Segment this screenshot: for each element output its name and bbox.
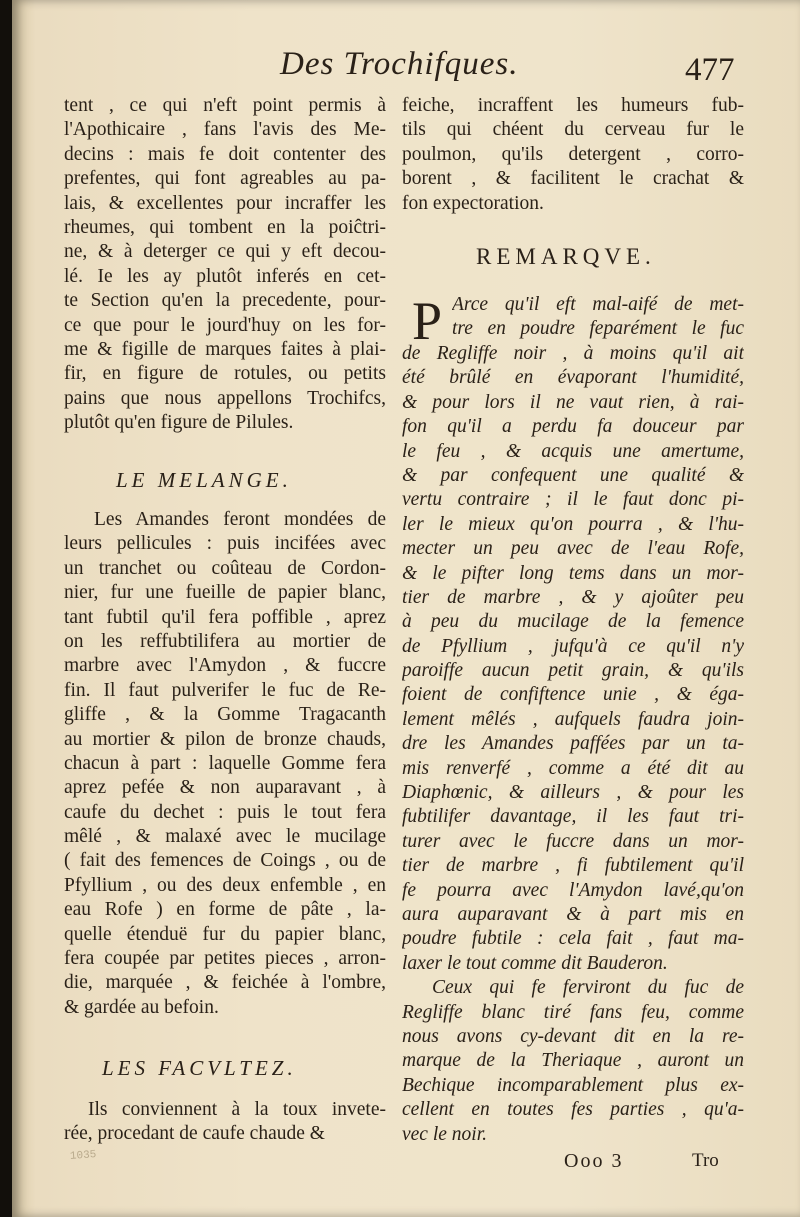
text-line: eau Rofe ) en forme de pâte , la- [64,899,386,921]
text-line: à peu du mucilage de la femence [402,611,744,633]
text-line: fera coupée par petites pieces , arron- [64,948,386,970]
text-line: été brûlé en évaporant l'humidité, [402,367,744,389]
text-line: Les Amandes feront mondées de [94,509,386,530]
text-line: Ceux qui fe ferviront du fuc de [432,977,744,999]
text-line: fin. Il faut pulverifer le fuc de Re- [64,679,386,701]
text-line: paroiffe aucun petit grain, & qu'ils [402,660,744,682]
left-column [64,94,386,435]
text-line: tils qui chéent du cerveau fur le [402,119,744,141]
text-line: rheumes, qui tombent en la poiĉtri- [64,216,386,238]
text-line: le feu , & acquis une amertume, [402,440,744,462]
text-line: borent , & facilitent le crachat & [402,168,744,190]
right-final-paragraph [402,976,744,1147]
left-paragraph-1 [64,94,386,435]
text-line: & pour lors il ne vaut rien, à rai- [402,391,744,413]
text-line: mecter un peu avec de l'eau Rofe, [402,538,744,560]
left-paragraph-2 [64,508,386,1020]
heading-remarque: REMARQVE. [476,244,656,269]
text-line: tier de marbre , & y ajoûter peu [402,586,744,608]
remarque-body [402,342,744,1147]
remarque-first-lines [452,293,744,342]
text-line: fubtilifer davantage, il les faut tri- [402,806,744,828]
text-line: ler le mieux qu'on pourra , & l'hu- [402,513,744,535]
text-line: lement mêlés , aufquels faudra join- [402,708,744,730]
text-line: poudre fubtile : cela fait , faut ma- [402,928,744,950]
text-line: poulmon, qu'ils detergent , corro- [402,143,744,165]
text-line: fon expectoration. [402,192,544,214]
text-line: plutôt qu'en figure de Pilules. [64,412,294,434]
text-line: de Pfyllium , jufqu'à ce qu'il n'y [402,635,744,657]
text-line: nier, fur une fueille de papier blanc, [64,582,386,604]
text-line: pains que nous appellons Trochifcs, [64,387,386,409]
text-line: ce que pour le jourd'huy on les for- [64,314,386,336]
text-line: quelle étenduë fur du papier blanc, [64,923,386,945]
text-line: foient de confiftence unie , & éga- [402,684,744,706]
text-line: laxer le tout comme dit Bauderon. [402,952,668,974]
left-column-facultez [64,1098,386,1147]
text-line: decins : mais fe doit contenter des [64,143,386,165]
page-number: 477 [685,52,735,88]
text-line: Diaphœnic, & ailleurs , & pour les [402,782,744,804]
text-line: ( fait des femences de Coings , ou de [64,850,386,872]
text-line: fon qu'il a perdu fa douceur par [402,416,744,438]
drop-cap-letter: P [412,291,443,351]
text-line: l'Apothicaire , fans l'avis des Me- [64,119,386,141]
text-line: tant fubtil qu'il fera poffible , aprez [64,606,386,628]
remarque-body-lines [402,342,744,976]
text-line: me & figille de marques faites à plai- [64,338,386,360]
text-line: tre en poudre feparément le fuc [452,318,744,340]
text-line: turer avec le fuccre dans un mor- [402,830,744,852]
text-line: tier de marbre , fi fubtilement qu'il [402,855,744,877]
text-line: marque de la Theriaque , auront un [402,1050,744,1072]
text-line: vertu contraire ; il le faut donc pi- [402,489,744,511]
book-page [12,0,800,1217]
text-line: feiche, incraffent les humeurs fub- [402,95,744,116]
text-line: rée, procedant de caufe chaude & [64,1123,325,1145]
text-line: aprez pefée & non auparavant , à [64,777,386,799]
text-line: fe pourra avec l'Amydon lavé,qu'on [402,879,744,901]
book-spine-shadow [0,0,12,1217]
text-line: Arce qu'il eft mal-aifé de met- [452,294,744,315]
text-line: die, marquée , & feichée à l'ombre, [64,972,386,994]
library-stamp: 1035 [69,1149,97,1163]
text-line: dre les Amandes paffées par un ta- [402,733,744,755]
text-line: nous avons cy-devant dit en la re- [402,1025,744,1047]
text-line: fir, en figure de rotules, ou petits [64,363,386,385]
signature-mark: Ooo 3 [564,1150,624,1172]
text-line: vec le noir. [402,1123,488,1145]
text-line: te Section qu'en la precedente, pour- [64,290,386,312]
text-line: ne, & à deterger ce qui y eft decou- [64,241,386,263]
left-paragraph-3 [64,1098,386,1147]
text-line: tent , ce qui n'eft point permis à [64,95,386,116]
text-line: Bechique incomparablement plus ex- [402,1074,744,1096]
text-line: prefentes, qui font agreables au pa- [64,168,386,190]
text-line: gliffe , & la Gomme Tragacanth [64,704,386,726]
text-line: lais, & excellentes pour incraffer les [64,192,386,214]
text-line: mêlé , & malaxé avec le mucilage [64,826,386,848]
text-line: & le pifter long tems dans un mor- [402,562,744,584]
running-header-title: Des Trochifques. [280,46,519,82]
right-paragraph-1 [402,94,744,216]
left-column-melange [64,508,386,1020]
text-line: & par confequent une qualité & [402,464,744,486]
remarque-indented-lines [452,293,744,342]
text-line: Pfyllium , ou des deux enfemble , en [64,874,386,896]
text-line: lé. Ie les ay plutôt inferés en cet- [64,265,386,287]
right-column [402,94,744,216]
text-line: & gardée au befoin. [64,996,219,1018]
heading-le-melange: LE MELANGE. [116,468,292,492]
text-line: aura auparavant & à part mis en [402,903,744,925]
text-line: Ils conviennent à la toux invete- [88,1099,386,1120]
text-line: un tranchet ou coûteau de Cordon- [64,557,386,579]
text-line: Regliffe blanc tiré fans feu, comme [402,1001,744,1023]
text-line: de Regliffe noir , à moins qu'il ait [402,343,744,364]
text-line: leurs pellicules : puis incifées avec [64,533,386,555]
text-line: cellent en toutes fes parties , qu'a- [402,1099,744,1121]
text-line: marbre avec l'Amydon , & fuccre [64,655,386,677]
text-line: caufe du dechet : puis le tout fera [64,801,386,823]
heading-les-facultez: LES FACVLTEZ. [102,1056,297,1080]
text-line: mis renverfé , comme a été dit au [402,757,744,779]
text-line: au mortier & pilon de bronze chauds, [64,728,386,750]
text-line: on les reffubtilifera au mortier de [64,630,386,652]
text-line: chacun à part : laquelle Gomme fera [64,752,386,774]
catchword: Tro [692,1150,719,1171]
